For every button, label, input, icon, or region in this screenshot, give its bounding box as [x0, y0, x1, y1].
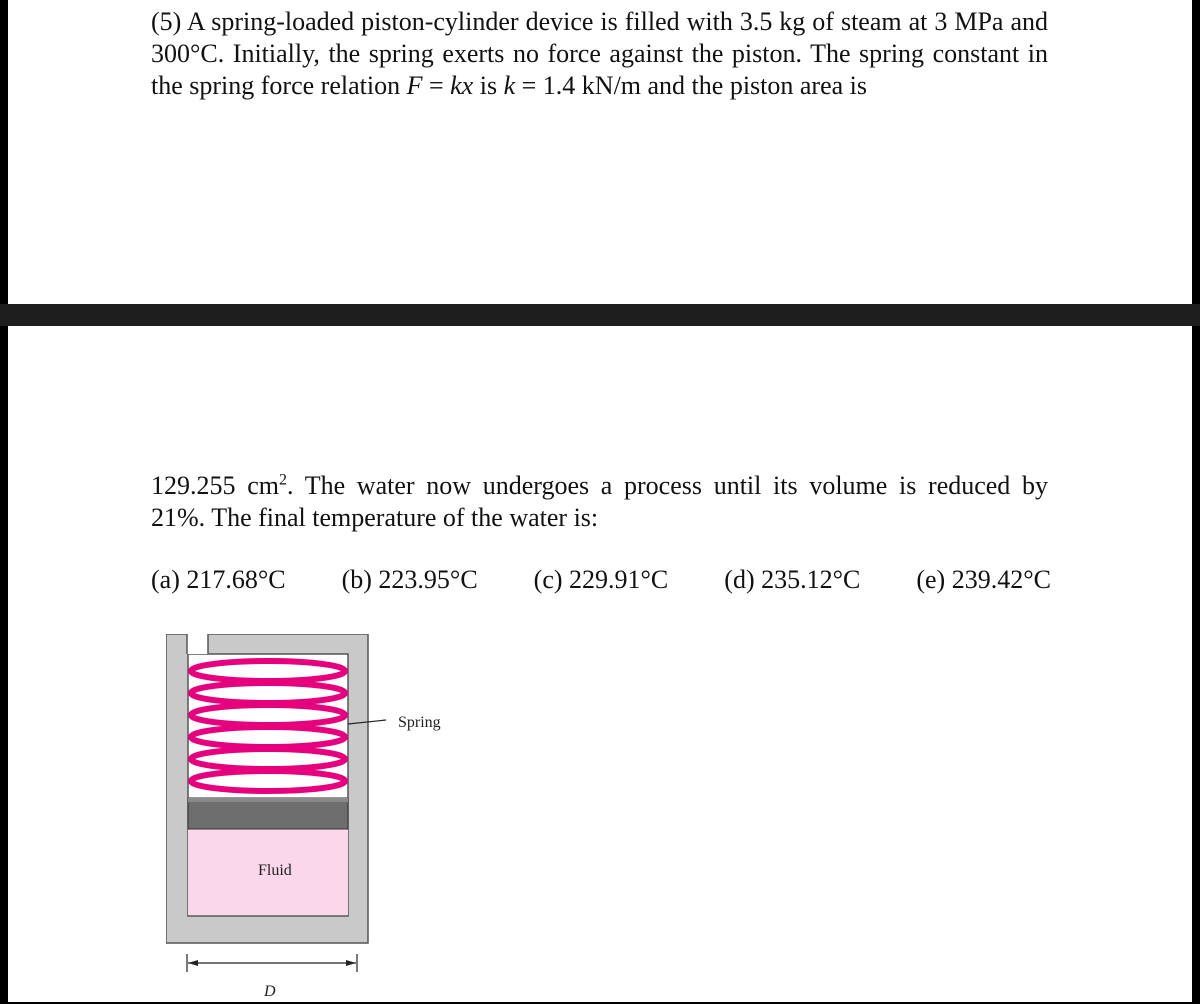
fluid-label: Fluid — [258, 862, 292, 879]
symbol-F: F — [406, 71, 423, 100]
statement-question: 21%. The final temperature of the water is: — [151, 503, 599, 532]
area-exponent: 2 — [278, 471, 287, 489]
option-a: (a) 217.68°C — [151, 565, 286, 594]
statement-text: (5) A spring-loaded piston-cylinder device is filled with 3.5 kg of steam at 3 MPa and 300°C. Initially, the spring exerts no force against the piston. The spring constant in the spring force relation — [151, 7, 1048, 100]
option-b: (b) 223.95°C — [341, 565, 478, 594]
dimension-arrow-right — [346, 960, 356, 966]
area-value: 129.255 cm — [151, 471, 279, 500]
document-page-bottom — [8, 326, 1192, 1002]
statement-text-rest: . The water now undergoes a process until its volume is reduced by — [286, 471, 1049, 500]
symbol-k: k — [503, 71, 516, 100]
problem-statement-part2-line2 — [151, 502, 1048, 534]
piston-cylinder-figure — [166, 634, 466, 1004]
piston — [188, 798, 348, 829]
statement-text-is: is — [473, 71, 504, 100]
page-divider — [0, 304, 1200, 326]
piston-highlight — [188, 798, 348, 802]
diameter-label: D — [264, 983, 276, 1000]
problem-statement-part2-line1 — [151, 470, 1048, 502]
problem-statement-part1 — [151, 6, 1048, 102]
statement-text-suffix: = 1.4 kN/m and the piston area is — [515, 71, 868, 100]
equals-sign: = — [422, 71, 451, 100]
option-d: (d) 235.12°C — [724, 565, 861, 594]
cylinder-lid-gap — [187, 634, 208, 654]
dimension-arrow-left — [188, 960, 198, 966]
spring-label: Spring — [398, 714, 441, 731]
option-c: (c) 229.91°C — [533, 565, 669, 594]
answer-options — [151, 564, 1051, 596]
symbol-kx: kx — [450, 71, 474, 100]
document-page-top — [8, 0, 1192, 304]
option-e: (e) 239.42°C — [916, 565, 1051, 594]
